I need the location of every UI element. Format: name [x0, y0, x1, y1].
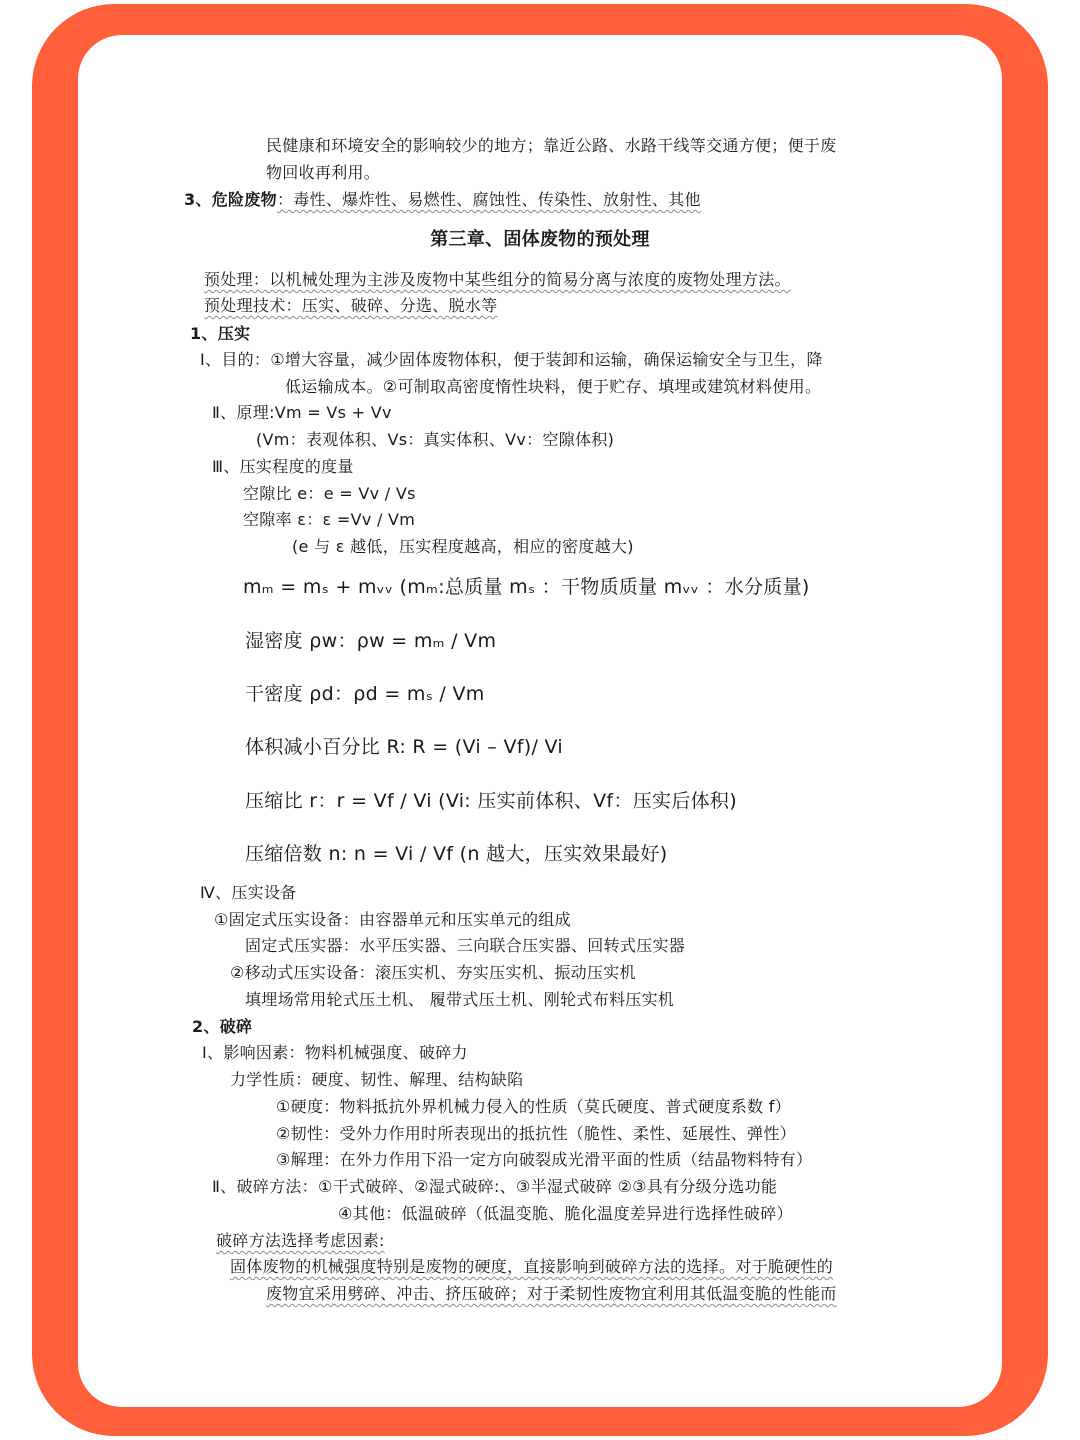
pretreatment-definition: 预处理：以机械处理为主涉及废物中某些组分的简易分离与浓度的废物处理方法。 [204, 270, 791, 289]
intro-line-2: 物回收再利用。 [266, 163, 381, 182]
cleavage-item: ③解理：在外力作用下沿一定方向破裂成光滑平面的性质（结晶物料特有） [276, 1150, 813, 1169]
toughness-item: ②韧性：受外力作用时所表现出的抵抗性（脆性、柔性、延展性、弹性） [276, 1124, 796, 1143]
chapter-title: 第三章、固体废物的预处理 [430, 229, 650, 250]
compaction-purpose-1: Ⅰ、目的：①增大容量，减少固体废物体积，便于装卸和运输，确保运输安全与卫生，降 [200, 350, 823, 369]
intro-line-1: 民健康和环境安全的影响较少的地方；靠近公路、水路干线等交通方便；便于废 [266, 136, 837, 155]
porosity-note: (e 与 ε 越低，压实程度越高，相应的密度越大) [292, 537, 634, 556]
compaction-purpose-2: 低运输成本。②可制取高密度惰性块料，便于贮存、填埋或建筑材料使用。 [285, 377, 822, 396]
compression-factor-formula: 压缩倍数 n: n = Vi / Vf (n 越大，压实效果最好) [245, 843, 668, 865]
compaction-principle-note: (Vm：表观体积、Vs：真实体积、Vv：空隙体积) [256, 430, 615, 449]
landfill-compactor-types: 填埋场常用轮式压土机、 履带式压土机、刚轮式布料压实机 [245, 990, 675, 1009]
mobile-equipment: ②移动式压实设备：滚压实机、夯实压实机、振动压实机 [230, 963, 636, 982]
fixed-compactor-types: 固定式压实器：水平压实器、三向联合压实器、回转式压实器 [245, 936, 686, 955]
pretreatment-techniques: 预处理技术：压实、破碎、分选、脱水等 [204, 296, 498, 315]
hazard-label: 3、危险废物 [184, 190, 277, 209]
mechanical-properties: 力学性质：硬度、韧性、解理、结构缺陷 [230, 1070, 524, 1089]
selection-heading: 破碎方法选择考虑因素: [216, 1231, 385, 1250]
compaction-principle: Ⅱ、原理:Vm = Vs + Vv [212, 403, 392, 422]
crushing-methods-1: Ⅱ、破碎方法：①干式破碎、②湿式破碎:、③半湿式破碎 ②③具有分级分选功能 [212, 1177, 778, 1196]
crushing-methods-2: ④其他：低温破碎（低温变脆、脆化温度差异进行选择性破碎） [338, 1204, 793, 1223]
crushing-heading: 2、破碎 [192, 1017, 253, 1036]
void-ratio: 空隙比 e：e = Vv / Vs [243, 484, 416, 503]
hardness-item: ①硬度：物料抵抗外界机械力侵入的性质（莫氏硬度、普式硬度系数 f） [276, 1097, 791, 1116]
crushing-factors: Ⅰ、影响因素：物料机械强度、破碎力 [202, 1043, 468, 1062]
mass-formula: mₘ = mₛ + mᵥᵥ (mₘ:总质量 mₛ ：干物质质量 mᵥᵥ ：水分质量) [243, 576, 810, 598]
equipment-heading: Ⅳ、压实设备 [200, 883, 297, 902]
porosity: 空隙率 ε：ε =Vv / Vm [243, 510, 416, 529]
compaction-heading: 1、压实 [190, 324, 251, 343]
hazard-text: ：毒性、爆炸性、易燃性、腐蚀性、传染性、放射性、其他 [276, 190, 701, 209]
volume-reduction-formula: 体积减小百分比 R: R = (Vi – Vf)/ Vi [245, 736, 563, 758]
compression-ratio-formula: 压缩比 r：r = Vf / Vi (Vi: 压实前体积、Vf：压实后体积) [245, 790, 737, 812]
selection-line-2: 废物宜采用劈碎、冲击、挤压破碎；对于柔韧性废物宜利用其低温变脆的性能而 [266, 1284, 837, 1303]
fixed-equipment: ①固定式压实设备：由容器单元和压实单元的组成 [214, 910, 571, 929]
hazard-line [184, 189, 701, 211]
dry-density-formula: 干密度 ρd：ρd = mₛ / Vm [245, 683, 485, 705]
selection-line-1: 固体废物的机械强度特别是废物的硬度，直接影响到破碎方法的选择。对于脆硬性的 [230, 1257, 834, 1276]
wet-density-formula: 湿密度 ρw：ρw = mₘ / Vm [245, 630, 497, 652]
measure-heading: Ⅲ、压实程度的度量 [212, 457, 354, 476]
